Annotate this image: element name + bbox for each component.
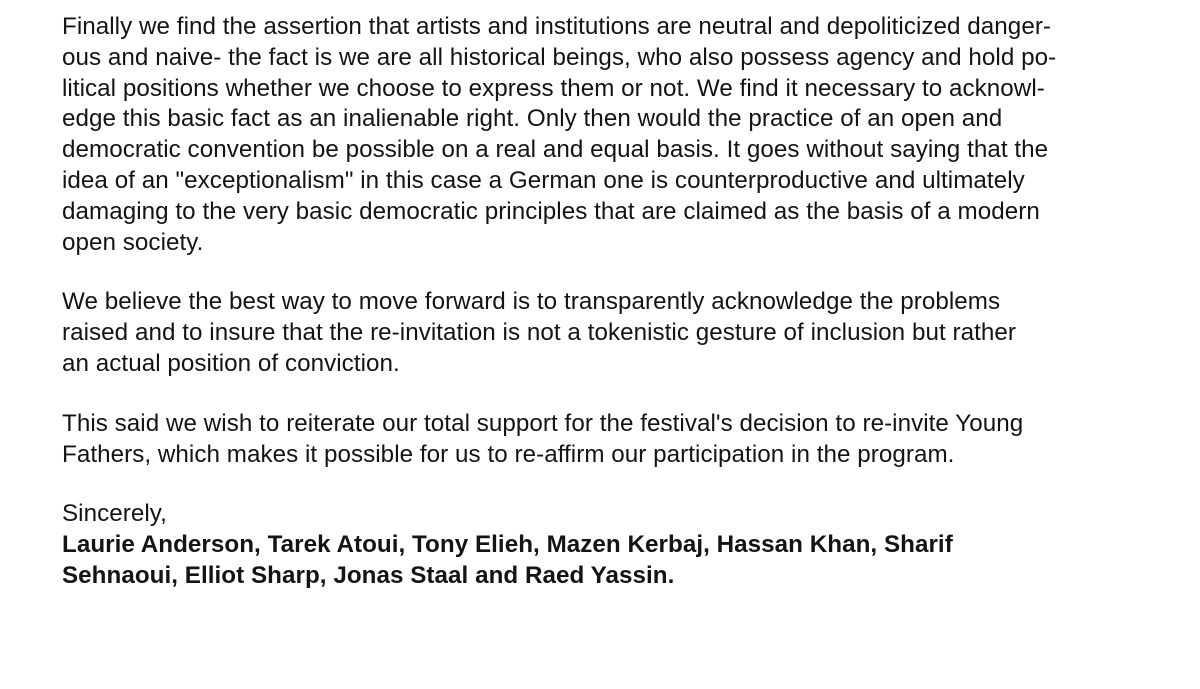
text-line: idea of an "exceptionalism" in this case a German one is counterproductive and ultimately bbox=[62, 166, 1025, 194]
text-line: We believe the best way to move forward is to transparently acknowledge the problems bbox=[62, 288, 1001, 316]
text-line: edge this basic fact as an inalienable right. Only then would the practice of an open and bbox=[62, 105, 1003, 133]
text-line: an actual position of conviction. bbox=[62, 349, 400, 377]
signatories-line: Sehnaoui, Elliot Sharp, Jonas Staal and Raed Yassin. bbox=[62, 561, 675, 589]
closing-salutation: Sincerely, bbox=[62, 500, 167, 528]
paragraph-1 bbox=[62, 12, 1172, 258]
text-line: Fathers, which makes it possible for us to re-affirm our participation in the program. bbox=[62, 440, 955, 468]
paragraph-2 bbox=[62, 287, 1172, 379]
text-line: democratic convention be possible on a real and equal basis. It goes without saying that the bbox=[62, 136, 1049, 164]
text-line: litical positions whether we choose to express them or not. We find it necessary to acknowl- bbox=[62, 74, 1045, 102]
text-line: This said we wish to reiterate our total support for the festival's decision to re-invite Young bbox=[62, 409, 1024, 437]
text-line: ous and naive- the fact is we are all historical beings, who also possess agency and hold po- bbox=[62, 43, 1057, 71]
text-line: raised and to insure that the re-invitation is not a tokenistic gesture of inclusion but rather bbox=[62, 319, 1016, 347]
signatories-line: Laurie Anderson, Tarek Atoui, Tony Elieh, Mazen Kerbaj, Hassan Khan, Sharif bbox=[62, 531, 953, 559]
paragraph-3 bbox=[62, 409, 1172, 471]
signature-block bbox=[62, 499, 1172, 591]
text-line: Finally we find the assertion that artists and institutions are neutral and depoliticized danger- bbox=[62, 13, 1052, 40]
text-line: open society. bbox=[62, 228, 204, 256]
letter-document bbox=[62, 12, 1172, 592]
text-line: damaging to the very basic democratic principles that are claimed as the basis of a modern bbox=[62, 197, 1040, 225]
